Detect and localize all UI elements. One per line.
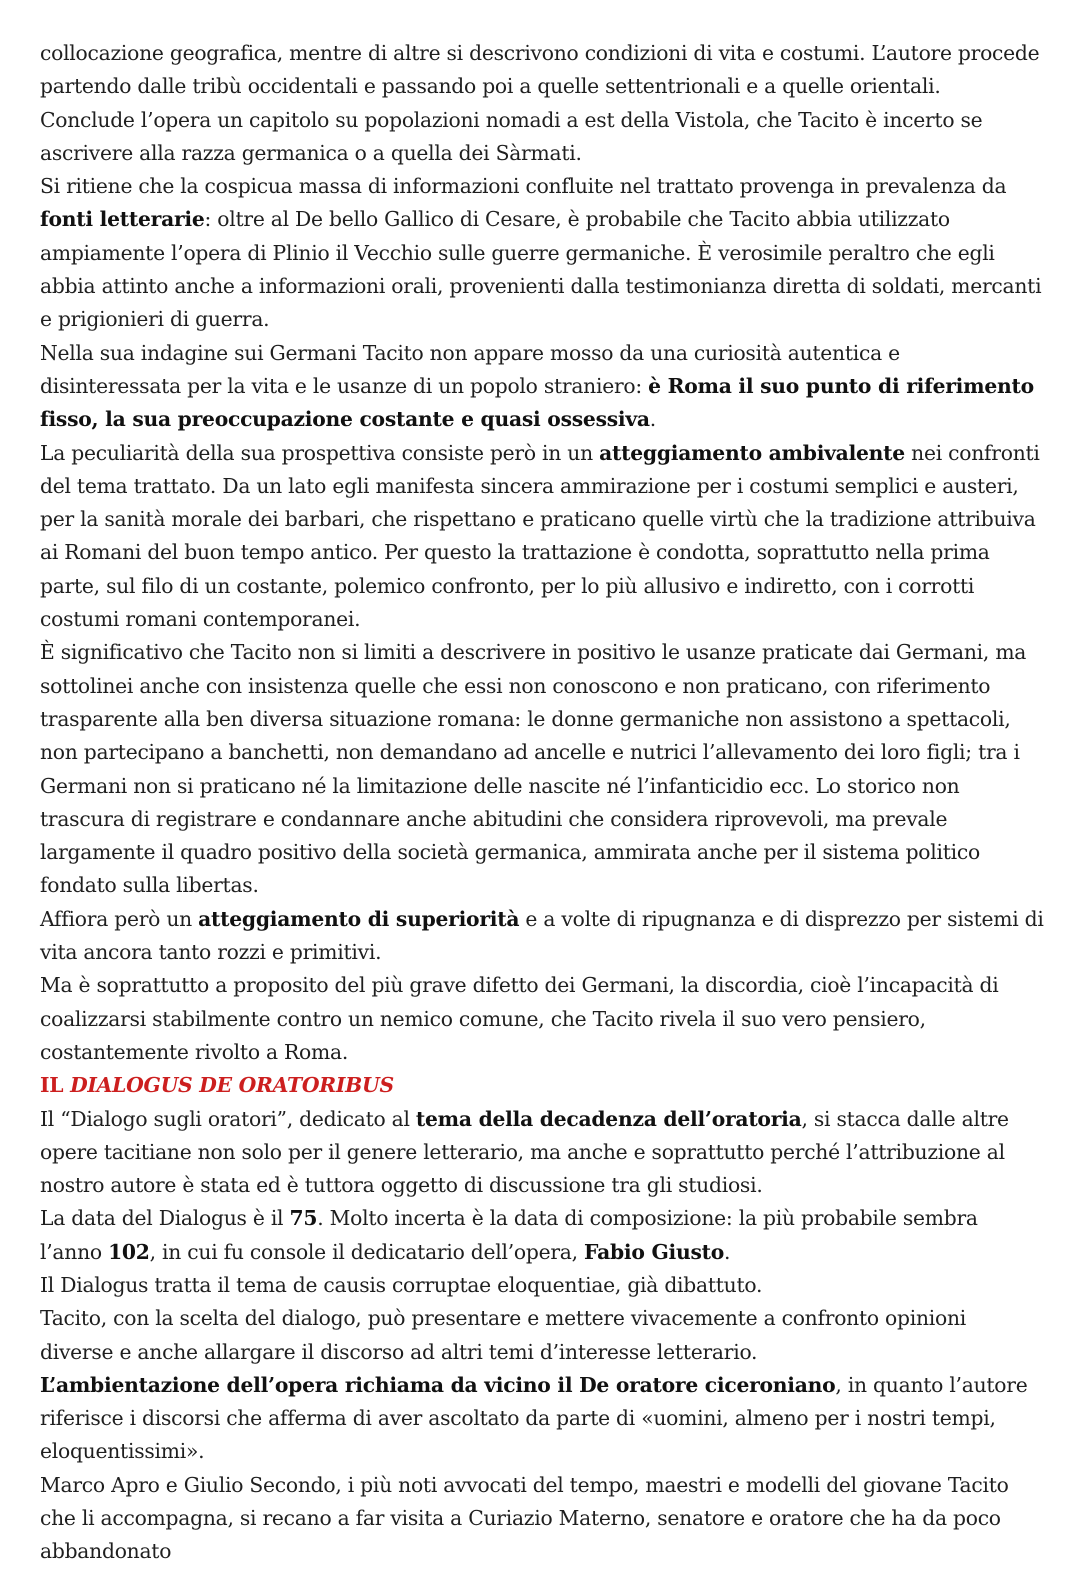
paragraph-dialogus-date — [40, 1202, 1045, 1269]
heading-title: DIALOGUS DE ORATORIBUS — [70, 1073, 394, 1098]
bold-text: è Roma il suo punto di riferimento fisso, la sua preoccupazione costante e quasi ossessiva — [40, 373, 1034, 432]
paragraph-ambivalence — [40, 437, 1045, 637]
text-span: , si stacca dalle altre opere tacitiane non solo per il genere letterario, ma anche e soprattutto perché l’attribuzione al nostro autore è stata ed è tuttora oggetto di discussione tra gli studiosi. — [40, 1106, 1009, 1198]
bold-text: fonti letterarie — [40, 207, 205, 232]
text-span: : oltre al De bello Gallico di Cesare, è probabile che Tacito abbia utilizzato ampiamente l’opera di Plinio il Vecchio sulle guerre germaniche. È verosimile peraltro che egli abbia attinto anche a informazioni orali, provenienti dalla testimonianza diretta di soldati, mercanti e prigionieri di guerra. — [40, 207, 1042, 332]
bold-number: 102 — [108, 1239, 150, 1264]
text-span: nei confronti del tema trattato. Da un lato egli manifesta sincera ammirazione per i costumi semplici e austeri, per la sanità morale dei barbari, che rispettano e praticano quelle virtù che la tradizione attribuiva ai Romani del buon tempo antico. Per questo la trattazione è condotta, soprattutto nella prima parte, sul filo di un costante, polemico confronto, per lo più allusivo e indiretto, con i corrotti costumi romani contemporanei. — [40, 440, 1040, 632]
paragraph-dialogus-form: Tacito, con la scelta del dialogo, può presentare e mettere vivacemente a confronto opinioni diverse e anche allargare il discorso ad altri temi d’interesse letterario. — [40, 1306, 967, 1364]
document-page — [40, 37, 1045, 1569]
text-span: . Molto incerta è la data di composizione: la più probabile sembra l’anno — [40, 1206, 978, 1264]
paragraph-rome-focus — [40, 337, 1045, 437]
paragraph-superiority — [40, 903, 1045, 970]
paragraph-dialogus-characters: Marco Apro e Giulio Secondo, i più noti avvocati del tempo, maestri e modelli del giovane Tacito che li accompagna, si recano a far visita a Curiazio Materno, senatore e oratore che ha da poco abbandonato — [40, 1472, 1009, 1564]
section-heading — [40, 1069, 1045, 1102]
bold-number: 75 — [289, 1206, 318, 1231]
bold-text: Fabio Giusto — [584, 1239, 725, 1264]
bold-text: atteggiamento ambivalente — [599, 440, 905, 465]
text-span: , in quanto l’autore riferisce i discorsi che afferma di aver ascoltato da parte di «uomini, almeno per i nostri tempi, eloquentissimi». — [40, 1372, 1028, 1464]
bold-text: L’ambientazione dell’opera richiama da vicino il De oratore ciceroniano — [40, 1372, 836, 1397]
paragraph-discordia: Ma è soprattutto a proposito del più grave difetto dei Germani, la discordia, cioè l’incapacità di coalizzarsi stabilmente contro un nemico comune, che Tacito rivela il suo vero pensiero, costantemente rivolto a Roma. — [40, 973, 999, 1064]
paragraph-dialogus-intro — [40, 1103, 1045, 1203]
paragraph-vistola: Conclude l’opera un capitolo su popolazioni nomadi a est della Vistola, che Tacito è incerto se ascrivere alla razza germanica o a quella dei Sàrmati. — [40, 107, 983, 165]
text-span: Affiora però un — [40, 906, 199, 931]
text-span: Nella sua indagine sui Germani Tacito non appare mosso da una curiosità autentica e disinteressata per la vita e le usanze di un popolo straniero: — [40, 340, 900, 398]
text-span: Si ritiene che la cospicua massa di informazioni confluite nel trattato provenga in prevalenza da — [40, 174, 1007, 199]
text-span: La peculiarità della sua prospettiva consiste però in un — [40, 440, 600, 465]
paragraph-customs: È significativo che Tacito non si limiti a descrivere in positivo le usanze praticate dai Germani, ma sottolinei anche con insistenza quelle che essi non conoscono e non praticano, con riferimento trasparente alla ben diversa situazione romana: le donne germaniche non assistono a spettacoli, non partecipano a banchetti, non demandano ad ancelle e nutrici l’allevamento dei loro figli; tra i Germani non si praticano né la limitazione delle nascite né l’infanticidio ecc. Lo storico non trascura di registrare e condannare anche abitudini che considera riprovevoli, ma prevale largamente il quadro positivo della società germanica, ammirata anche per il sistema politico fondato sulla libertas. — [40, 640, 1027, 898]
paragraph-dialogus-theme: Il Dialogus tratta il tema de causis corruptae eloquentiae, già dibattuto. — [40, 1272, 763, 1297]
heading-lead: IL — [40, 1073, 71, 1098]
paragraph-sources — [40, 170, 1045, 336]
paragraph-dialogus-setting — [40, 1369, 1045, 1469]
text-span: La data del Dialogus è il — [40, 1206, 290, 1231]
bold-text: atteggiamento di superiorità — [198, 906, 520, 931]
text-span: Il “Dialogo sugli oratori”, dedicato al — [40, 1106, 416, 1131]
text-span: e a volte di ripugnanza e di disprezzo per sistemi di vita ancora tanto rozzi e primitivi. — [40, 906, 1044, 965]
text-span: . — [724, 1239, 731, 1264]
text-span: . — [649, 407, 656, 432]
text-span: , in cui fu console il dedicatario dell’opera, — [149, 1239, 585, 1264]
paragraph-tribes: collocazione geografica, mentre di altre si descrivono condizioni di vita e costumi. L’autore procede partendo dalle tribù occidentali e passando poi a quelle settentrionali e a quelle orientali. — [40, 41, 1040, 99]
bold-text: tema della decadenza dell’oratoria — [415, 1106, 802, 1131]
